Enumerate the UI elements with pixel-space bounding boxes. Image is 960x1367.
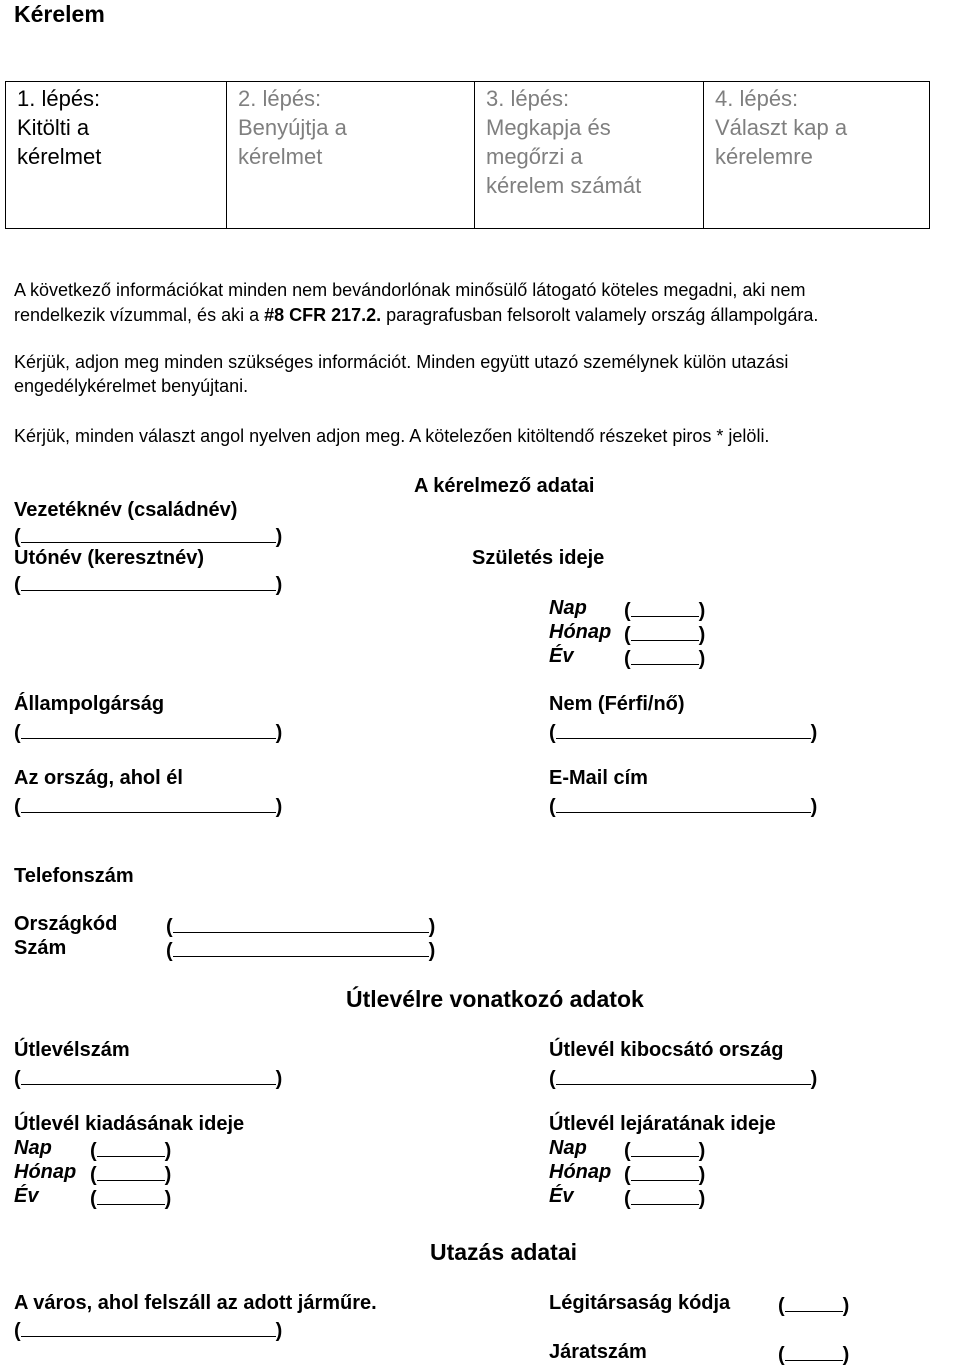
- issue-day-label: Nap: [14, 1137, 52, 1159]
- gender-label: Nem (Férfi/nő): [549, 693, 685, 715]
- issue-year-field[interactable]: ( ): [90, 1184, 171, 1211]
- step-3: 3. lépés: Megkapja és megőrzi a kérelem számát: [475, 82, 704, 229]
- residence-field[interactable]: ( ): [14, 792, 282, 819]
- first-name-field[interactable]: ( ): [14, 570, 282, 597]
- last-name-field[interactable]: ( ): [14, 522, 282, 549]
- issue-month-field[interactable]: ( ): [90, 1160, 171, 1187]
- issue-day-field[interactable]: ( ): [90, 1136, 171, 1163]
- first-name-label: Utónév (keresztnév): [14, 547, 205, 569]
- expiry-year-field[interactable]: ( ): [624, 1184, 705, 1211]
- travel-heading: Utazás adatai: [430, 1239, 578, 1265]
- step-1: 1. lépés: Kitölti a kérelmet: [6, 82, 227, 229]
- issue-date-label: Útlevél kiadásának ideje: [14, 1113, 245, 1135]
- page-title: Kérelem: [14, 1, 105, 27]
- issuing-country-label: Útlevél kibocsátó ország: [549, 1039, 784, 1061]
- phone-number-label: Szám: [14, 937, 67, 959]
- departure-city-label: A város, ahol felszáll az adott járműre.: [14, 1292, 377, 1314]
- step-2: 2. lépés: Benyújtja a kérelmet: [227, 82, 475, 229]
- intro-line-1: A következő információkat minden nem bevándorlónak minősülő látogató köteles megadni, aki nem: [14, 280, 806, 300]
- departure-city-field[interactable]: ( ): [14, 1316, 282, 1343]
- flight-number-field[interactable]: ( ): [778, 1340, 849, 1367]
- email-field[interactable]: ( ): [549, 792, 817, 819]
- country-code-label: Országkód: [14, 913, 118, 935]
- birth-date-label: Születés ideje: [472, 547, 605, 569]
- residence-label: Az ország, ahol él: [14, 767, 183, 789]
- passport-heading: Útlevélre vonatkozó adatok: [346, 986, 644, 1012]
- email-label: E-Mail cím: [549, 767, 648, 789]
- citizenship-field[interactable]: ( ): [14, 718, 282, 745]
- intro-line-5: Kérjük, minden választ angol nyelven adjon meg. A kötelezően kitöltendő részeket piros * jelöli.: [14, 426, 770, 446]
- applicant-heading: A kérelmező adatai: [414, 475, 595, 497]
- expiry-date-label: Útlevél lejáratának ideje: [549, 1113, 776, 1135]
- issuing-country-field[interactable]: ( ): [549, 1064, 817, 1091]
- birth-month-label: Hónap: [549, 621, 612, 643]
- expiry-day-field[interactable]: ( ): [624, 1136, 705, 1163]
- phone-number-field[interactable]: ( ): [166, 936, 435, 963]
- birth-day-label: Nap: [549, 597, 587, 619]
- gender-field[interactable]: ( ): [549, 718, 817, 745]
- airline-code-label: Légitársaság kódja: [549, 1292, 731, 1314]
- step-4: 4. lépés: Választ kap a kérelemre: [704, 82, 930, 229]
- country-code-field[interactable]: ( ): [166, 912, 435, 939]
- birth-month-field[interactable]: ( ): [624, 620, 705, 647]
- steps-table: [5, 81, 930, 229]
- birth-day-field[interactable]: ( ): [624, 596, 705, 623]
- intro-line-3: Kérjük, adjon meg minden szükséges információt. Minden együtt utazó személynek külön utazási: [14, 352, 789, 372]
- airline-code-field[interactable]: ( ): [778, 1291, 849, 1318]
- passport-number-label: Útlevélszám: [14, 1039, 130, 1061]
- citizenship-label: Állampolgárság: [14, 693, 165, 715]
- intro-line-4: engedélykérelmet benyújtani.: [14, 376, 249, 396]
- passport-number-field[interactable]: ( ): [14, 1064, 282, 1091]
- expiry-year-label: Év: [549, 1185, 574, 1207]
- issue-month-label: Hónap: [14, 1161, 77, 1183]
- birth-year-label: Év: [549, 645, 574, 667]
- intro-line-2: rendelkezik vízummal, és aki a #8 CFR 217.2. paragrafusban felsorolt valamely ország állampolgára.: [14, 305, 819, 325]
- issue-year-label: Év: [14, 1185, 39, 1207]
- expiry-month-field[interactable]: ( ): [624, 1160, 705, 1187]
- flight-number-label: Járatszám: [549, 1341, 647, 1363]
- expiry-day-label: Nap: [549, 1137, 587, 1159]
- birth-year-field[interactable]: ( ): [624, 644, 705, 671]
- expiry-month-label: Hónap: [549, 1161, 612, 1183]
- last-name-label: Vezetéknév (családnév): [14, 499, 238, 521]
- phone-label: Telefonszám: [14, 865, 134, 887]
